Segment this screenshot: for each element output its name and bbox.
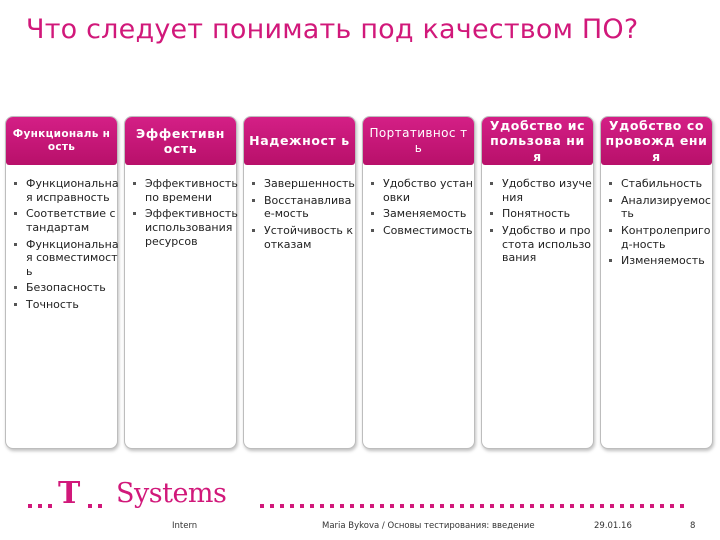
list-item: Устойчивость к отказам: [250, 224, 358, 251]
bullet-icon: [490, 229, 493, 232]
column-list: [244, 177, 358, 254]
bullet-icon: [371, 182, 374, 185]
bullet-icon: [133, 182, 136, 185]
column-header-text: Портативнос ть: [369, 126, 468, 155]
column-header-text: Надежност ь: [249, 133, 350, 149]
list-item: Удобство и простота использования: [488, 224, 596, 265]
bullet-icon: [14, 286, 17, 289]
list-item: Завершенность: [250, 177, 358, 191]
footer-date: 29.01.16: [594, 521, 632, 531]
list-item: Восстанавливае-мость: [250, 194, 358, 221]
bullet-icon: [371, 229, 374, 232]
logo-dots-right: [260, 493, 696, 497]
bullet-icon: [14, 212, 17, 215]
list-item: Функциональная совместимость: [12, 238, 120, 279]
logo-dots-middle: [88, 493, 118, 497]
bullet-icon: [14, 303, 17, 306]
bullet-icon: [252, 199, 255, 202]
column-header: [6, 117, 117, 165]
logo-dots-left: [28, 493, 60, 497]
column-usability: [481, 116, 594, 449]
column-portability: [362, 116, 475, 449]
bullet-icon: [609, 259, 612, 262]
footer-author-course: Maria Bykova / Основы тестирования: введение: [322, 521, 535, 531]
column-header: [482, 117, 593, 165]
footer-classification: Intern: [172, 521, 198, 531]
column-functionality: [5, 116, 118, 449]
column-list: [363, 177, 477, 241]
column-header-text: Функциональ ность: [12, 128, 111, 153]
bullet-icon: [609, 229, 612, 232]
bullet-icon: [252, 182, 255, 185]
column-maintainability: [600, 116, 713, 449]
list-item: Эффективность использования ресурсов: [131, 207, 239, 248]
list-item: Заменяемость: [369, 207, 477, 221]
bullet-icon: [252, 229, 255, 232]
list-item: Соответствие стандартам: [12, 207, 120, 234]
column-reliability: [243, 116, 356, 449]
bullet-icon: [490, 212, 493, 215]
list-item: Анализируемость: [607, 194, 715, 221]
list-item: Стабильность: [607, 177, 715, 191]
bullet-icon: [133, 212, 136, 215]
logo-t-letter: T: [58, 476, 81, 511]
list-item: Удобство установки: [369, 177, 477, 204]
list-item: Понятность: [488, 207, 596, 221]
column-list: [6, 177, 120, 315]
column-header: [125, 117, 236, 165]
bullet-icon: [609, 182, 612, 185]
bullet-icon: [14, 243, 17, 246]
list-item: Точность: [12, 298, 120, 312]
quality-columns: [5, 116, 715, 451]
list-item: Совместимость: [369, 224, 477, 238]
bullet-icon: [609, 199, 612, 202]
column-header-text: Удобство сопровожд ения: [605, 118, 708, 164]
column-header-text: Эффективн ость: [136, 125, 225, 156]
column-header-text: Удобство использова ния: [489, 118, 586, 164]
bullet-icon: [14, 182, 17, 185]
slide-title: Что следует понимать под качеством ПО?: [26, 14, 639, 45]
footer-page-number: 8: [690, 521, 696, 531]
list-item: Контролепригод-ность: [607, 224, 715, 251]
column-header: [363, 117, 474, 165]
list-item: Функциональная исправность: [12, 177, 120, 204]
list-item: Безопасность: [12, 281, 120, 295]
list-item: Удобство изучения: [488, 177, 596, 204]
bullet-icon: [490, 182, 493, 185]
column-list: [125, 177, 239, 251]
bullet-icon: [371, 212, 374, 215]
logo-wordmark: Systems: [116, 478, 227, 509]
column-efficiency: [124, 116, 237, 449]
list-item: Изменяемость: [607, 254, 715, 268]
column-list: [482, 177, 596, 268]
column-header: [244, 117, 355, 165]
list-item: Эффективность по времени: [131, 177, 239, 204]
column-list: [601, 177, 715, 271]
t-systems-logo: [28, 478, 698, 512]
column-header: [601, 117, 712, 165]
